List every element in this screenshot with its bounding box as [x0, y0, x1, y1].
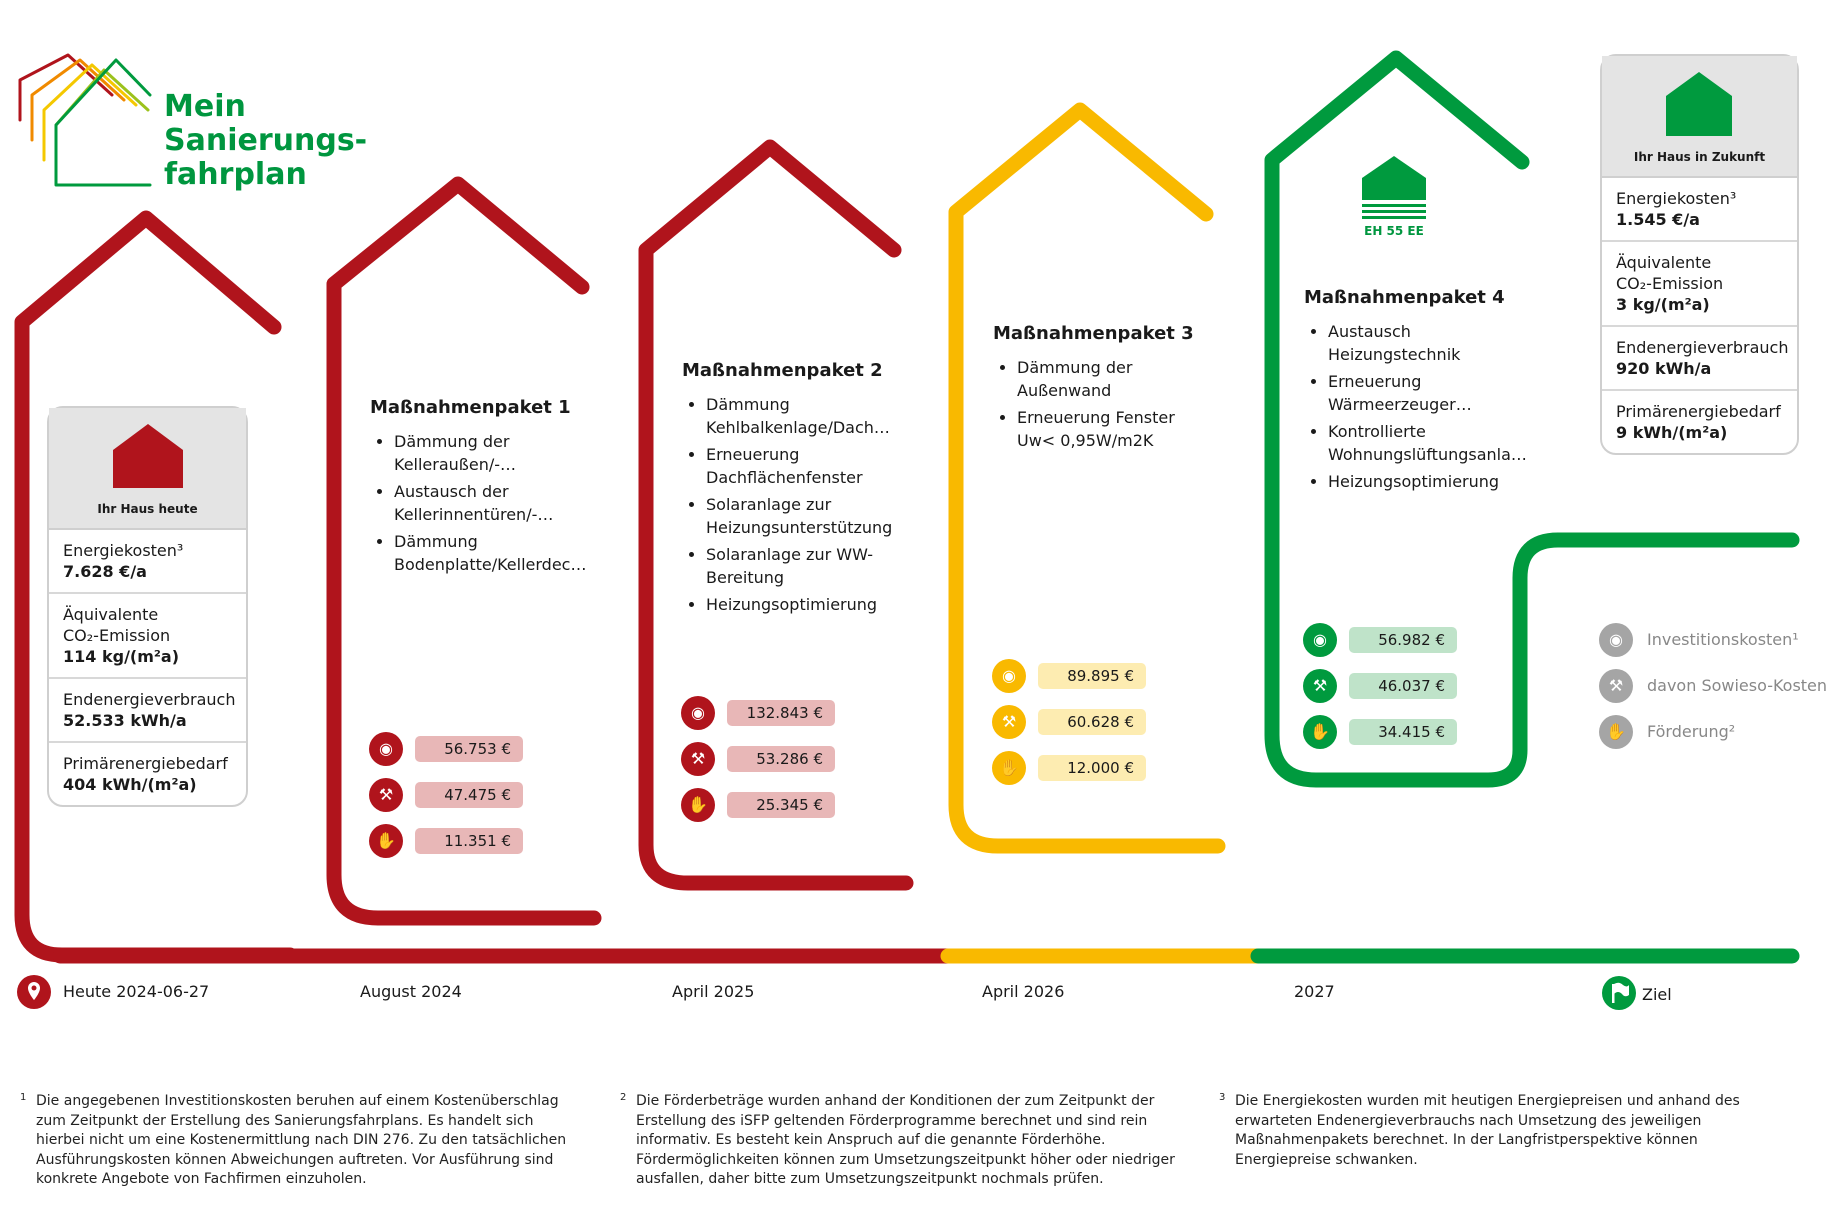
list-item: • Heizungsoptimierung [706, 593, 884, 616]
logo-house-green [56, 60, 150, 185]
current-co2-emission: Äquivalente CO₂-Emission 114 kg/(m²a) [49, 594, 246, 679]
location-pin-icon [16, 974, 52, 1010]
timeline-date-2: April 2025 [672, 982, 755, 1001]
current-house-caption: Ihr Haus heute [97, 502, 198, 516]
package-2-title: Maßnahmenpaket 2 [682, 360, 883, 381]
package-1-measures [370, 430, 587, 576]
logo-line-3: fahrplan [164, 157, 307, 192]
house-outline-package-3 [956, 110, 1218, 846]
list-item: • Austausch der Kellerinnentüren/-… [394, 480, 572, 526]
footnote-1: 1 Die angegebenen Investitionskosten beruhen auf einem Kostenüberschlag zum Zeitpunkt der Erstellung des Sanierungsfahrplans. Es handelt sich hierbei nicht um eine Kostenermittlung nach DIN 276. Zu den tatsächlichen Ausführungskosten können Abweichungen auftreten. Vor Ausführung sind konkrete Angebote von Fachfirmen einzuholen. [20, 1092, 567, 1187]
hand-coins-icon: ✋ [1599, 715, 1633, 749]
efficiency-label: EH 55 EE [1364, 224, 1424, 238]
future-final-energy: Endenergieverbrauch 920 kWh/a [1602, 327, 1797, 391]
logo-house-yellow [44, 65, 136, 160]
timeline-start: Heute 2024-06-27 [63, 982, 210, 1001]
package-4-title: Maßnahmenpaket 4 [1304, 287, 1505, 308]
timeline-date-4: 2027 [1294, 982, 1335, 1001]
package-3-title: Maßnahmenpaket 3 [993, 323, 1194, 344]
house-red-icon [113, 424, 183, 488]
list-item: • Erneuerung Dachflächenfenster [706, 443, 884, 489]
package-4-measures [1304, 320, 1527, 493]
list-item: • Dämmung der Kelleraußen/-… [394, 430, 572, 476]
house-green-icon [1666, 72, 1732, 136]
wrench-coins-icon: ⚒ [369, 778, 403, 812]
wrench-coins-icon: ⚒ [681, 742, 715, 776]
package-1 [370, 397, 587, 580]
logo-line-1: Mein [164, 89, 246, 124]
package-3-measures [993, 356, 1195, 452]
hand-coins-icon: ✋ [992, 751, 1026, 785]
timeline-date-1: August 2024 [360, 982, 462, 1001]
future-house-header [1602, 56, 1797, 178]
list-item: • Dämmung Bodenplatte/Kellerdec… [394, 530, 572, 576]
package-1-title: Maßnahmenpaket 1 [370, 397, 571, 418]
future-co2-emission: Äquivalente CO₂-Emission 3 kg/(m²a) [1602, 242, 1797, 327]
list-item: • Solaranlage zur WW-Bereitung [706, 543, 884, 589]
list-item: • Erneuerung Wärmeerzeuger… [1328, 370, 1506, 416]
package-2-measures [682, 393, 893, 616]
coins-icon: ◉ [992, 659, 1026, 693]
list-item: • Dämmung der Außenwand [1017, 356, 1195, 402]
hand-coins-icon: ✋ [681, 788, 715, 822]
wrench-coins-icon: ⚒ [1303, 669, 1337, 703]
current-house-header [49, 408, 246, 530]
coins-icon: ◉ [1599, 623, 1633, 657]
timeline-date-3: April 2026 [982, 982, 1065, 1001]
package-3 [993, 323, 1195, 456]
hand-coins-icon: ✋ [369, 824, 403, 858]
legend-investment: ◉ Investitionskosten¹ [1599, 623, 1799, 657]
list-item: • Solaranlage zur Heizungsunterstützung [706, 493, 884, 539]
efficiency-house-icon [1362, 156, 1426, 220]
coins-icon: ◉ [369, 732, 403, 766]
future-house-card [1600, 54, 1799, 455]
efficiency-badge [1358, 156, 1430, 238]
hand-coins-icon: ✋ [1303, 715, 1337, 749]
current-house-card [47, 406, 248, 807]
legend-funding: ✋ Förderung² [1599, 715, 1735, 749]
list-item: • Heizungsoptimierung [1328, 470, 1506, 493]
wrench-coins-icon: ⚒ [1599, 669, 1633, 703]
future-house-caption: Ihr Haus in Zukunft [1633, 150, 1766, 164]
list-item: • Kontrollierte Wohnungslüftungsanla… [1328, 420, 1506, 466]
wrench-coins-icon: ⚒ [992, 705, 1026, 739]
legend-sowieso: ⚒ davon Sowieso-Kosten [1599, 669, 1827, 703]
logo-title [164, 90, 367, 192]
coins-icon: ◉ [681, 696, 715, 730]
logo-line-2: Sanierungs- [164, 123, 368, 158]
current-primary-energy: Primärenergiebedarf 404 kWh/(m²a) [63, 754, 228, 794]
package-2 [682, 360, 893, 620]
list-item: • Dämmung Kehlbalkenlage/Dach… [706, 393, 884, 439]
current-final-energy: Endenergieverbrauch 52.533 kWh/a [49, 679, 246, 743]
coins-icon: ◉ [1303, 623, 1337, 657]
future-energy-costs: Energiekosten³ 1.545 €/a [1602, 178, 1797, 242]
list-item: • Austausch Heizungstechnik [1328, 320, 1506, 366]
current-energy-costs: Energiekosten³ 7.628 €/a [49, 530, 246, 594]
footnote-3: 3 Die Energiekosten wurden mit heutigen Energiepreisen und anhand des erwarteten Endenergieverbrauchs nach Umsetzung des jeweiligen Maßnahmenpakets berechnet. In der Langfristperspektive können Energiepreise schwanken. [1219, 1092, 1740, 1168]
flag-icon [1601, 975, 1637, 1011]
future-primary-energy: Primärenergiebedarf 9 kWh/(m²a) [1616, 402, 1781, 442]
footnote-2: 2 Die Förderbeträge wurden anhand der Konditionen der zum Zeitpunkt der Erstellung des iSFP geltenden Förderprogramme berechnet und sind rein informativ. Es besteht kein Anspruch auf die genannte Förderhöhe. Fördermöglichkeiten können zum Umsetzungszeitpunkt höher oder niedriger ausfallen, daher bitte zum Umsetzungszeitpunkt nochmals prüfen. [620, 1092, 1175, 1187]
timeline-end: Ziel [1642, 985, 1672, 1004]
package-4 [1304, 287, 1527, 497]
list-item: • Erneuerung Fenster Uw< 0,95W/m2K [1017, 406, 1195, 452]
